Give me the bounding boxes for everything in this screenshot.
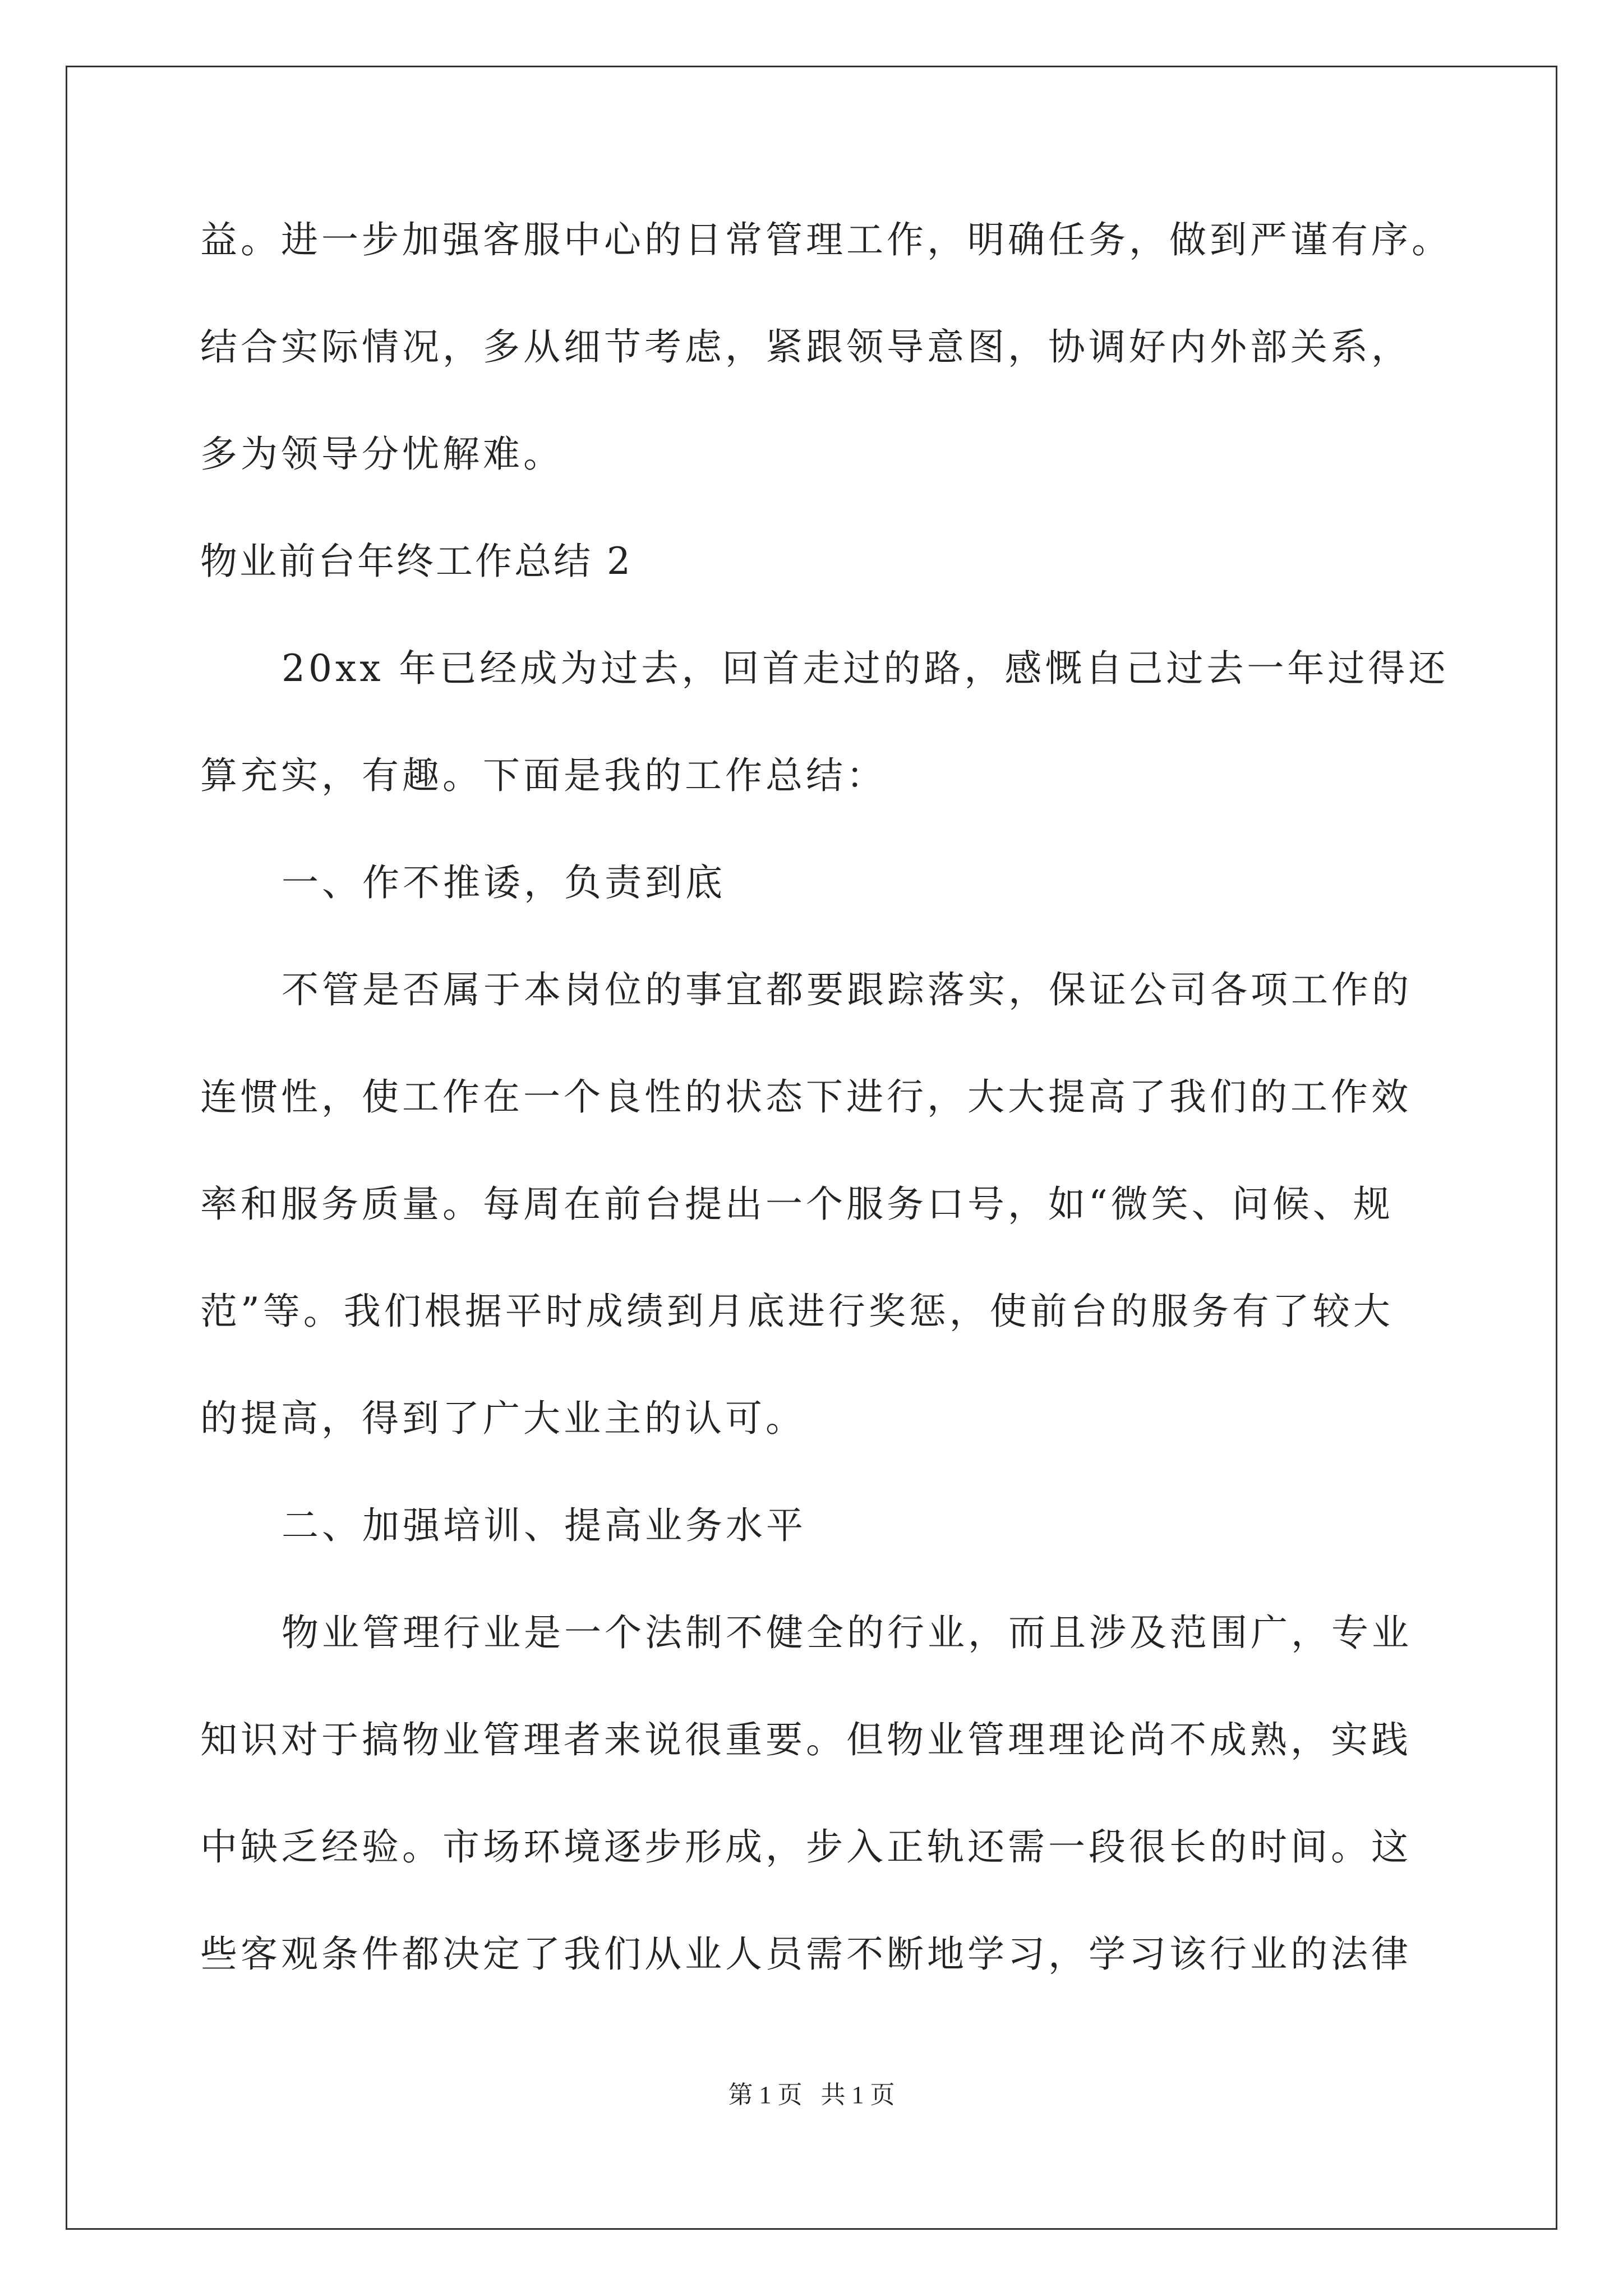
section-heading: 一、作不推诿，负责到底 [282, 861, 726, 904]
paragraph-line: 物业管理行业是一个法制不健全的行业，而且涉及范围广，专业 [282, 1611, 1412, 1654]
paragraph-line: 益。进一步加强客服中心的日常管理工作，明确任务，做到严谨有序。 [200, 218, 1452, 261]
paragraph-line: 的提高，得到了广大业主的认可。 [200, 1397, 806, 1440]
paragraph-line: 算充实，有趣。下面是我的工作总结： [200, 754, 887, 797]
paragraph-line: 连惯性，使工作在一个良性的状态下进行，大大提高了我们的工作效 [200, 1075, 1412, 1119]
page-footer: 第 1 页 共 1 页 [728, 2081, 895, 2109]
paragraph-line: 率和服务质量。每周在前台提出一个服务口号，如“微笑、问候、规 [200, 1182, 1394, 1226]
paragraph-line: 20xx 年已经成为过去，回首走过的路，感慨自己过去一年过得还 [282, 647, 1449, 690]
paragraph-line: 中缺乏经验。市场环境逐步形成，步入正轨还需一段很长的时间。这 [200, 1825, 1412, 1869]
paragraph-line: 些客观条件都决定了我们从业人员需不断地学习，学习该行业的法律 [200, 1932, 1412, 1976]
paragraph-line: 不管是否属于本岗位的事宜都要跟踪落实，保证公司各项工作的 [282, 968, 1412, 1011]
paragraph-line: 知识对于搞物业管理者来说很重要。但物业管理理论尚不成熟，实践 [200, 1718, 1412, 1761]
paragraph-line: 范”等。我们根据平时成绩到月底进行奖惩，使前台的服务有了较大 [200, 1290, 1394, 1333]
section-heading: 二、加强培训、提高业务水平 [282, 1504, 806, 1547]
section-title: 物业前台年终工作总结 2 [200, 540, 633, 583]
document-body [200, 218, 1452, 2043]
paragraph-line: 多为领导分忧解难。 [200, 432, 564, 476]
paragraph-line: 结合实际情况，多从细节考虑，紧跟领导意图，协调好内外部关系， [200, 325, 1412, 369]
